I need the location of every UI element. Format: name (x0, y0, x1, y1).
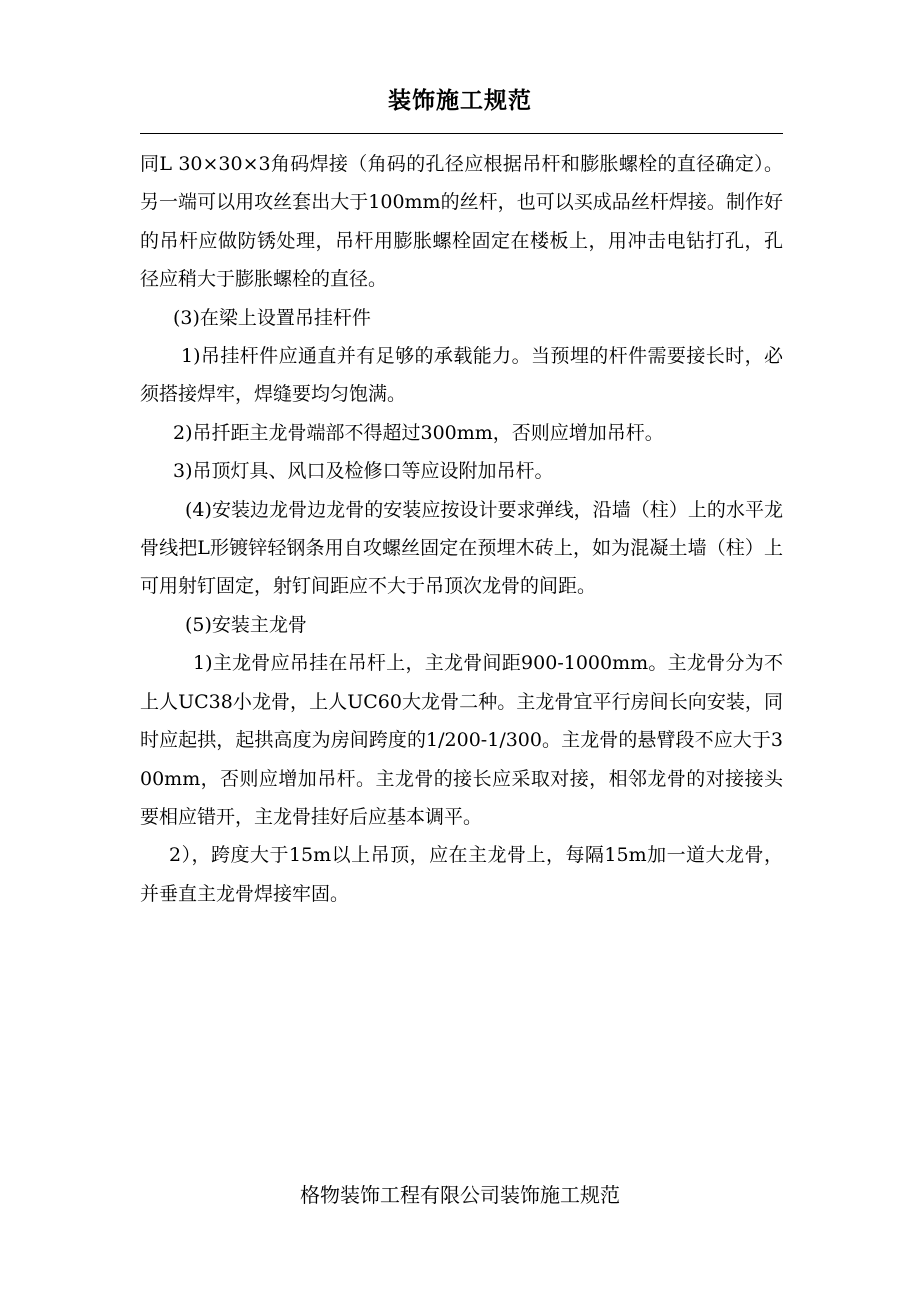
paragraph-3-3: 3)吊顶灯具、风口及检修口等应设附加吊杆。 (173, 460, 554, 483)
section-heading-5: (5)安装主龙骨 (185, 613, 307, 636)
paragraph-4: (4)安装边龙骨边龙骨的安装应按设计要求弹线，沿墙（柱）上的水平龙骨线把L形镀锌轻钢条用自攻螺丝固定在预埋木砖上，如为混凝土墙（柱）上可用射钉固定，射钉间距应不大于吊顶次龙骨的间距。 (140, 498, 783, 598)
paragraph-5-2: 2），跨度大于15m以上吊顶，应在主龙骨上，每隔15m加一道大龙骨，并垂直主龙骨焊接牢固。 (140, 844, 783, 905)
page-header-title: 装饰施工规范 (388, 88, 532, 114)
document-body (140, 145, 783, 913)
paragraph-3-1: 1)吊挂杆件应通直并有足够的承载能力。当预埋的杆件需要接长时，必须搭接焊牢，焊缝要均匀饱满。 (140, 345, 783, 406)
paragraph-continuation: 同L 30×30×3角码焊接（角码的孔径应根据吊杆和膨胀螺栓的直径确定）。另一端可以用攻丝套出大于100mm的丝杆，也可以买成品丝杆焊接。制作好的吊杆应做防锈处理，吊杆用膨胀螺栓固定在楼板上，用冲击电钻打孔，孔径应稍大于膨胀螺栓的直径。 (140, 153, 783, 291)
paragraph-5-1: 1)主龙骨应吊挂在吊杆上，主龙骨间距900-1000mm。主龙骨分为不上人UC38小龙骨，上人UC60大龙骨二种。主龙骨宜平行房间长向安装，同时应起拱，起拱高度为房间跨度的1/200-1/300。主龙骨的悬臂段不应大于300mm，否则应增加吊杆。主龙骨的接长应采取对接，相邻龙骨的对接接头要相应错开，主龙骨挂好后应基本调平。 (140, 652, 783, 828)
page-footer: 格物装饰工程有限公司装饰施工规范 (300, 1183, 620, 1207)
paragraph-3-2: 2)吊扦距主龙骨端部不得超过300mm，否则应增加吊杆。 (173, 421, 664, 444)
section-heading-3: (3)在梁上设置吊挂杆件 (173, 306, 371, 329)
header-divider (140, 133, 783, 134)
